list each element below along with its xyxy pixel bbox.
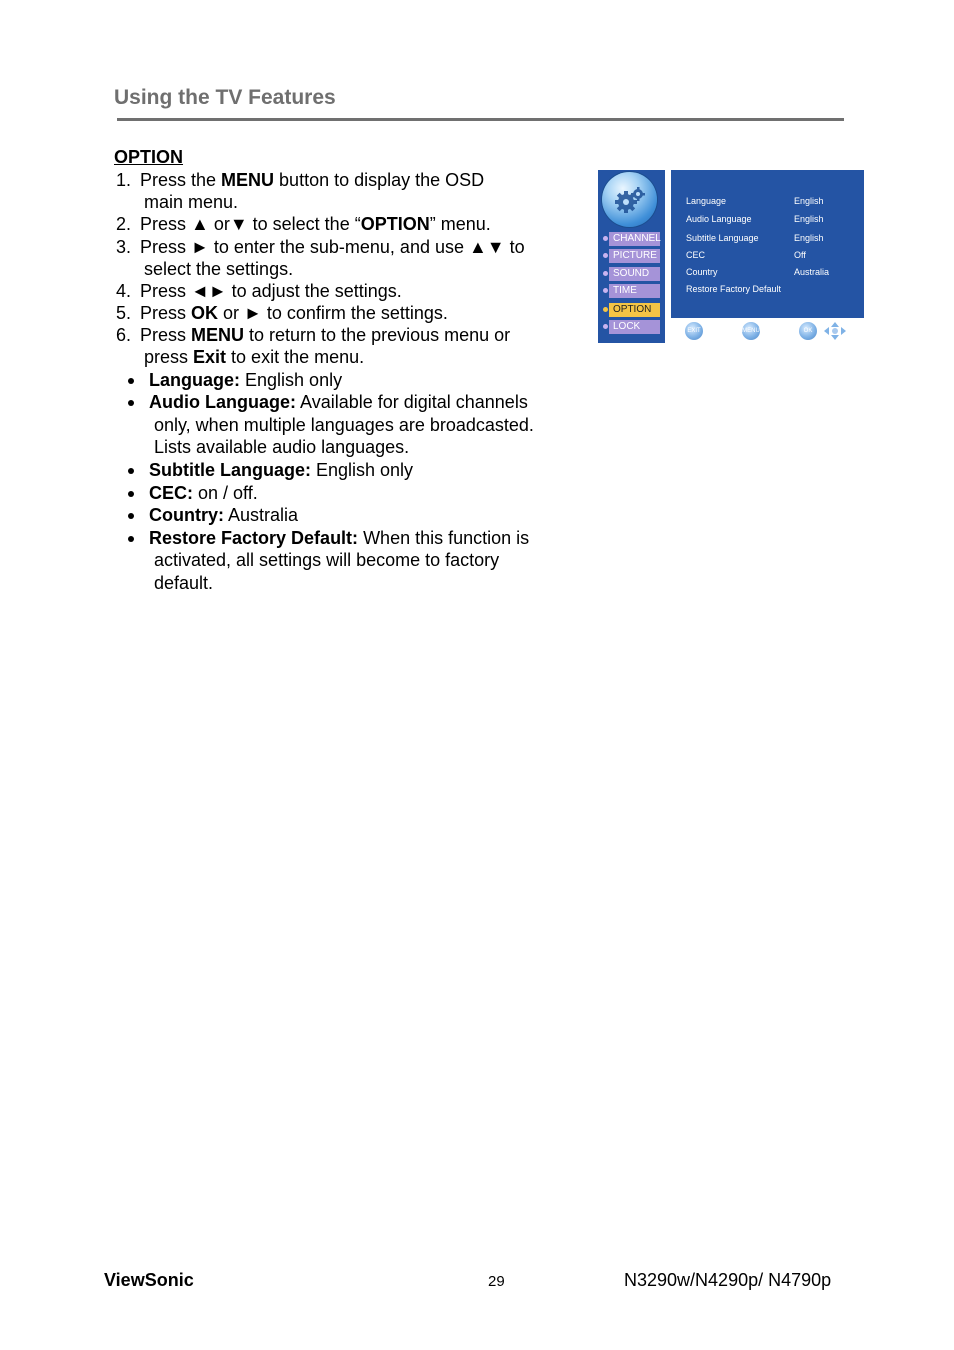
gear-icon <box>602 172 657 227</box>
osd-exit-button[interactable]: EXIT <box>685 322 703 340</box>
osd-setting-value: Off <box>794 250 806 260</box>
option-heading: OPTION <box>114 147 184 167</box>
bullet-label: Audio Language: <box>149 392 296 412</box>
bullet-label: Country: <box>149 505 224 525</box>
step-3-cont: select the settings. <box>144 259 294 279</box>
step-1 <box>116 169 484 191</box>
footer-brand: ViewSonic <box>104 1270 194 1290</box>
step-text: Press ▲ or▼ to select the “ <box>140 214 361 234</box>
menu-bullet-icon <box>603 324 608 329</box>
step-6 <box>116 324 510 346</box>
osd-setting-name[interactable]: Audio Language <box>686 214 752 224</box>
step-text: to return to the previous menu or <box>244 325 511 345</box>
step-keyword: OK <box>191 303 219 323</box>
menu-bullet-icon <box>603 253 608 258</box>
step-4 <box>116 280 402 302</box>
section-title: Using the TV Features <box>114 86 336 109</box>
dpad-arrows-icon <box>822 321 848 341</box>
bullet-icon <box>128 536 134 542</box>
menu-bullet-icon <box>603 271 608 276</box>
bullet-language <box>149 369 342 391</box>
step-6-cont <box>144 346 364 368</box>
bullet-cec <box>149 482 258 504</box>
osd-menu-time[interactable]: TIME <box>609 284 660 298</box>
bullet-restore-line2: activated, all settings will become to factory <box>154 550 500 570</box>
step-1-cont: main menu. <box>144 192 239 212</box>
step-keyword: MENU <box>221 170 275 190</box>
bullet-restore <box>149 527 529 549</box>
bullet-icon <box>128 468 134 474</box>
step-3 <box>116 236 525 258</box>
menu-bullet-icon <box>603 288 608 293</box>
bullet-text: on / off. <box>193 483 258 503</box>
step-text: button to display the OSD <box>274 170 485 190</box>
osd-setting-name[interactable]: Country <box>686 267 718 277</box>
step-text: Press the <box>140 170 222 190</box>
bullet-text: When this function is <box>358 528 530 548</box>
osd-menu-picture[interactable]: PICTURE <box>609 249 660 263</box>
osd-menu-lock[interactable]: LOCK <box>609 320 660 334</box>
step-keyword: Exit <box>193 347 227 367</box>
osd-setting-name[interactable]: Restore Factory Default <box>686 284 782 294</box>
step-number: 6. <box>116 325 132 345</box>
bullet-text: English only <box>240 370 343 390</box>
osd-menu-button[interactable]: MENU <box>742 322 760 340</box>
bullet-icon <box>128 513 134 519</box>
step-text: press <box>144 347 194 367</box>
bullet-restore-line3: default. <box>154 573 214 593</box>
menu-bullet-icon <box>603 236 608 241</box>
bullet-audio-language <box>149 391 528 413</box>
osd-ok-button[interactable]: OK <box>799 322 817 340</box>
bullet-audio-language-line3: Lists available audio languages. <box>154 437 410 457</box>
osd-menu-option[interactable]: OPTION <box>609 303 660 317</box>
osd-setting-value: English <box>794 196 824 206</box>
osd-menu-channel[interactable]: CHANNEL <box>609 232 660 246</box>
osd-setting-name[interactable]: CEC <box>686 250 706 260</box>
step-text: ” menu. <box>429 214 491 234</box>
osd-setting-name[interactable]: Subtitle Language <box>686 233 759 243</box>
bullet-country <box>149 504 298 526</box>
bullet-label: Language: <box>149 370 241 390</box>
osd-setting-value: English <box>794 233 824 243</box>
bullet-label: Subtitle Language: <box>149 460 311 480</box>
bullet-subtitle-language <box>149 459 413 481</box>
step-number: 3. <box>116 237 132 257</box>
step-keyword: MENU <box>191 325 245 345</box>
step-number: 5. <box>116 303 132 323</box>
bullet-icon <box>128 378 134 384</box>
osd-setting-value: Australia <box>794 267 830 277</box>
bullet-text: English only <box>311 460 414 480</box>
bullet-label: CEC: <box>149 483 193 503</box>
bullet-icon <box>128 491 134 497</box>
footer-model: N3290w/N4290p/ N4790p <box>624 1270 832 1290</box>
osd-settings-panel <box>671 170 864 318</box>
osd-menu-sound[interactable]: SOUND <box>609 267 660 281</box>
step-2 <box>116 213 491 235</box>
menu-bullet-icon <box>603 307 608 312</box>
step-text: Press ◄► to adjust the settings. <box>140 281 402 301</box>
step-text: Press ► to enter the sub-menu, and use ▲▼ to <box>140 237 525 257</box>
header-divider <box>117 118 844 121</box>
bullet-label: Restore Factory Default: <box>149 528 359 548</box>
bullet-audio-language-line2: only, when multiple languages are broadcasted. <box>154 415 534 435</box>
step-keyword: OPTION <box>360 214 430 234</box>
step-text: Press <box>140 303 192 323</box>
step-text: or ► to confirm the settings. <box>218 303 448 323</box>
osd-setting-value: English <box>794 214 824 224</box>
page-number: 29 <box>488 1273 505 1290</box>
step-text: to exit the menu. <box>226 347 365 367</box>
step-number: 1. <box>116 170 132 190</box>
step-number: 2. <box>116 214 132 234</box>
osd-setting-name[interactable]: Language <box>686 196 727 206</box>
step-5 <box>116 302 448 324</box>
bullet-text: Australia <box>224 505 299 525</box>
bullet-text: Available for digital channels <box>296 392 528 412</box>
step-number: 4. <box>116 281 132 301</box>
bullet-icon <box>128 400 134 406</box>
step-text: Press <box>140 325 192 345</box>
